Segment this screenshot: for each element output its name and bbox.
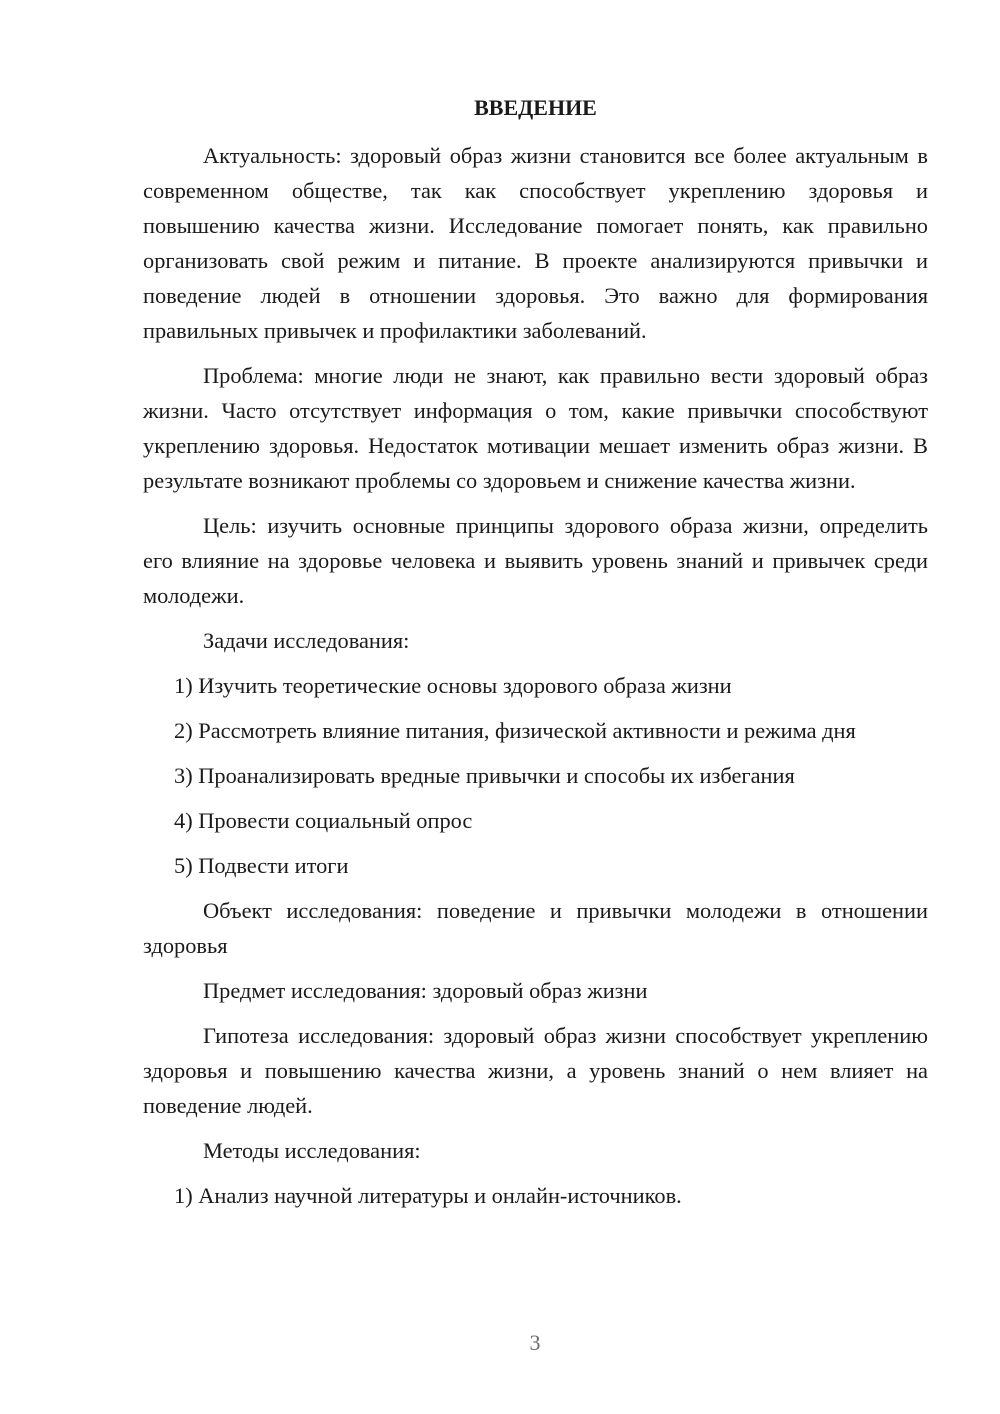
tasks-label: Задачи исследования:	[203, 628, 410, 653]
document-title: ВВЕДЕНИЕ	[474, 95, 597, 120]
subject-paragraph: Предмет исследования: здоровый образ жизни	[203, 978, 648, 1003]
relevance-paragraph: Актуальность: здоровый образ жизни становится все более актуальным в современном обществе, так как способствует укреплению здоровья и повышению качества жизни. Исследование помогает понять, как правильно организовать свой режим и питание. В проекте анализируются привычки и поведение людей в отношении здоровья. Это важно для формирования правильных привычек и профилактики заболеваний.	[143, 143, 928, 343]
problem-paragraph: Проблема: многие люди не знают, как правильно вести здоровый образ жизни. Часто отсутствует информация о том, какие привычки способствуют укреплению здоровья. Недостаток мотивации мешает изменить образ жизни. В результате возникают проблемы со здоровьем и снижение качества жизни.	[143, 363, 928, 493]
page-number: 3	[529, 1330, 541, 1355]
object-paragraph: Объект исследования: поведение и привычки молодежи в отношении здоровья	[143, 898, 928, 958]
method-item: 1) Анализ научной литературы и онлайн-источников.	[174, 1183, 682, 1208]
task-item: 3) Проанализировать вредные привычки и способы их избегания	[174, 763, 795, 788]
hypothesis-paragraph: Гипотеза исследования: здоровый образ жизни способствует укреплению здоровья и повышению качества жизни, а уровень знаний о нем влияет на поведение людей.	[143, 1023, 928, 1118]
task-item: 2) Рассмотреть влияние питания, физической активности и режима дня	[174, 718, 856, 743]
goal-paragraph: Цель: изучить основные принципы здорового образа жизни, определить его влияние на здоровье человека и выявить уровень знаний и привычек среди молодежи.	[143, 513, 928, 608]
task-item: 1) Изучить теоретические основы здорового образа жизни	[174, 673, 732, 698]
methods-list	[143, 1178, 928, 1213]
document-page	[143, 88, 928, 1223]
task-item: 4) Провести социальный опрос	[174, 808, 473, 833]
tasks-list	[143, 668, 928, 883]
task-item: 5) Подвести итоги	[174, 853, 349, 878]
methods-label: Методы исследования:	[203, 1138, 421, 1163]
